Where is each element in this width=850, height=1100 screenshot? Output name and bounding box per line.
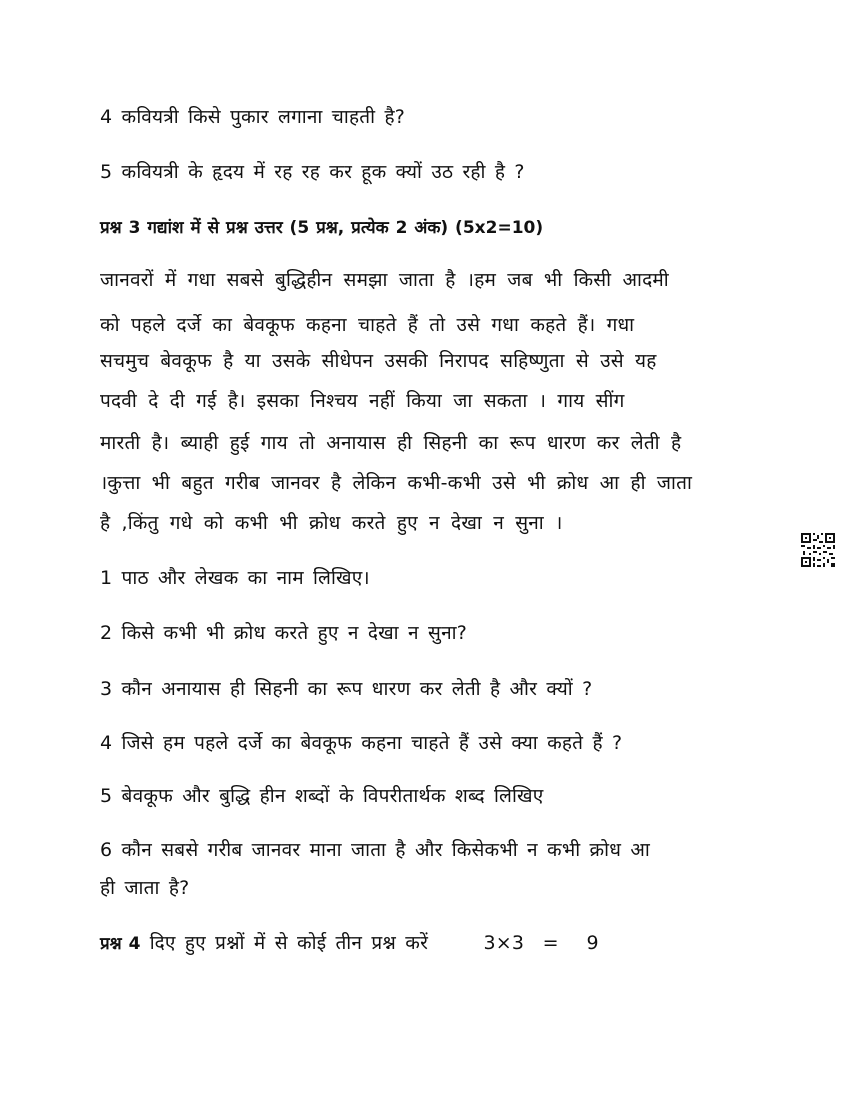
question-6: 6 कौन सबसे गरीब जानवर माना जाता है और किसेकभी न कभी क्रोध आ — [100, 839, 651, 861]
passage-line: जानवरों में गधा सबसे बुद्धिहीन समझा जाता है ।हम जब भी किसी आदमी — [100, 269, 669, 291]
passage-line: सचमुच बेवकूफ है या उसके सीधेपन उसकी निरापद सहिष्णुता से उसे यह — [100, 350, 657, 372]
qr-code-icon — [800, 532, 836, 568]
passage-line: मारती है। ब्याही हुई गाय तो अनायास ही सिहनी का रूप धारण कर लेती है — [100, 432, 682, 454]
section4-heading: प्रश्न 4 — [100, 934, 141, 954]
prev-question-5: 5 कवियत्री के हृदय में रह रह कर हूक क्यों उठ रही है ? — [100, 161, 525, 183]
passage-line: है ,किंतु गधे को कभी भी क्रोध करते हुए न देखा न सुना । — [100, 512, 563, 534]
passage-line: पदवी दे दी गई है। इसका निश्चय नहीं किया जा सकता । गाय सींग — [100, 390, 625, 412]
passage-line: ।कुत्ता भी बहुत गरीब जानवर है लेकिन कभी-कभी उसे भी क्रोध आ ही जाता — [100, 472, 693, 494]
question-3: 3 कौन अनायास ही सिहनी का रूप धारण कर लेती है और क्यों ? — [100, 678, 593, 700]
section3-heading: प्रश्न 3 गद्यांश में से प्रश्न उत्तर (5 प्रश्न, प्रत्येक 2 अंक) (5x2=10) — [100, 218, 544, 238]
question-4: 4 जिसे हम पहले दर्जे का बेवकूफ कहना चाहते हैं उसे क्या कहते हैं ? — [100, 732, 623, 754]
question-5: 5 बेवकूफ और बुद्धि हीन शब्दों के विपरीतार्थक शब्द लिखिए — [100, 785, 544, 807]
question-2: 2 किसे कभी भी क्रोध करते हुए न देखा न सुना? — [100, 622, 468, 644]
question-1: 1 पाठ और लेखक का नाम लिखिए। — [100, 567, 370, 589]
passage-line: को पहले दर्जे का बेवकूफ कहना चाहते हैं तो उसे गधा कहते हैं। गधा — [100, 314, 635, 336]
question-6-continued: ही जाता है? — [100, 877, 190, 899]
section4-text: दिए हुए प्रश्नों में से कोई तीन प्रश्न करें 3×3 = 9 — [149, 932, 599, 954]
prev-question-4: 4 कवियत्री किसे पुकार लगाना चाहती है? — [100, 106, 406, 128]
section4-line — [100, 930, 599, 957]
